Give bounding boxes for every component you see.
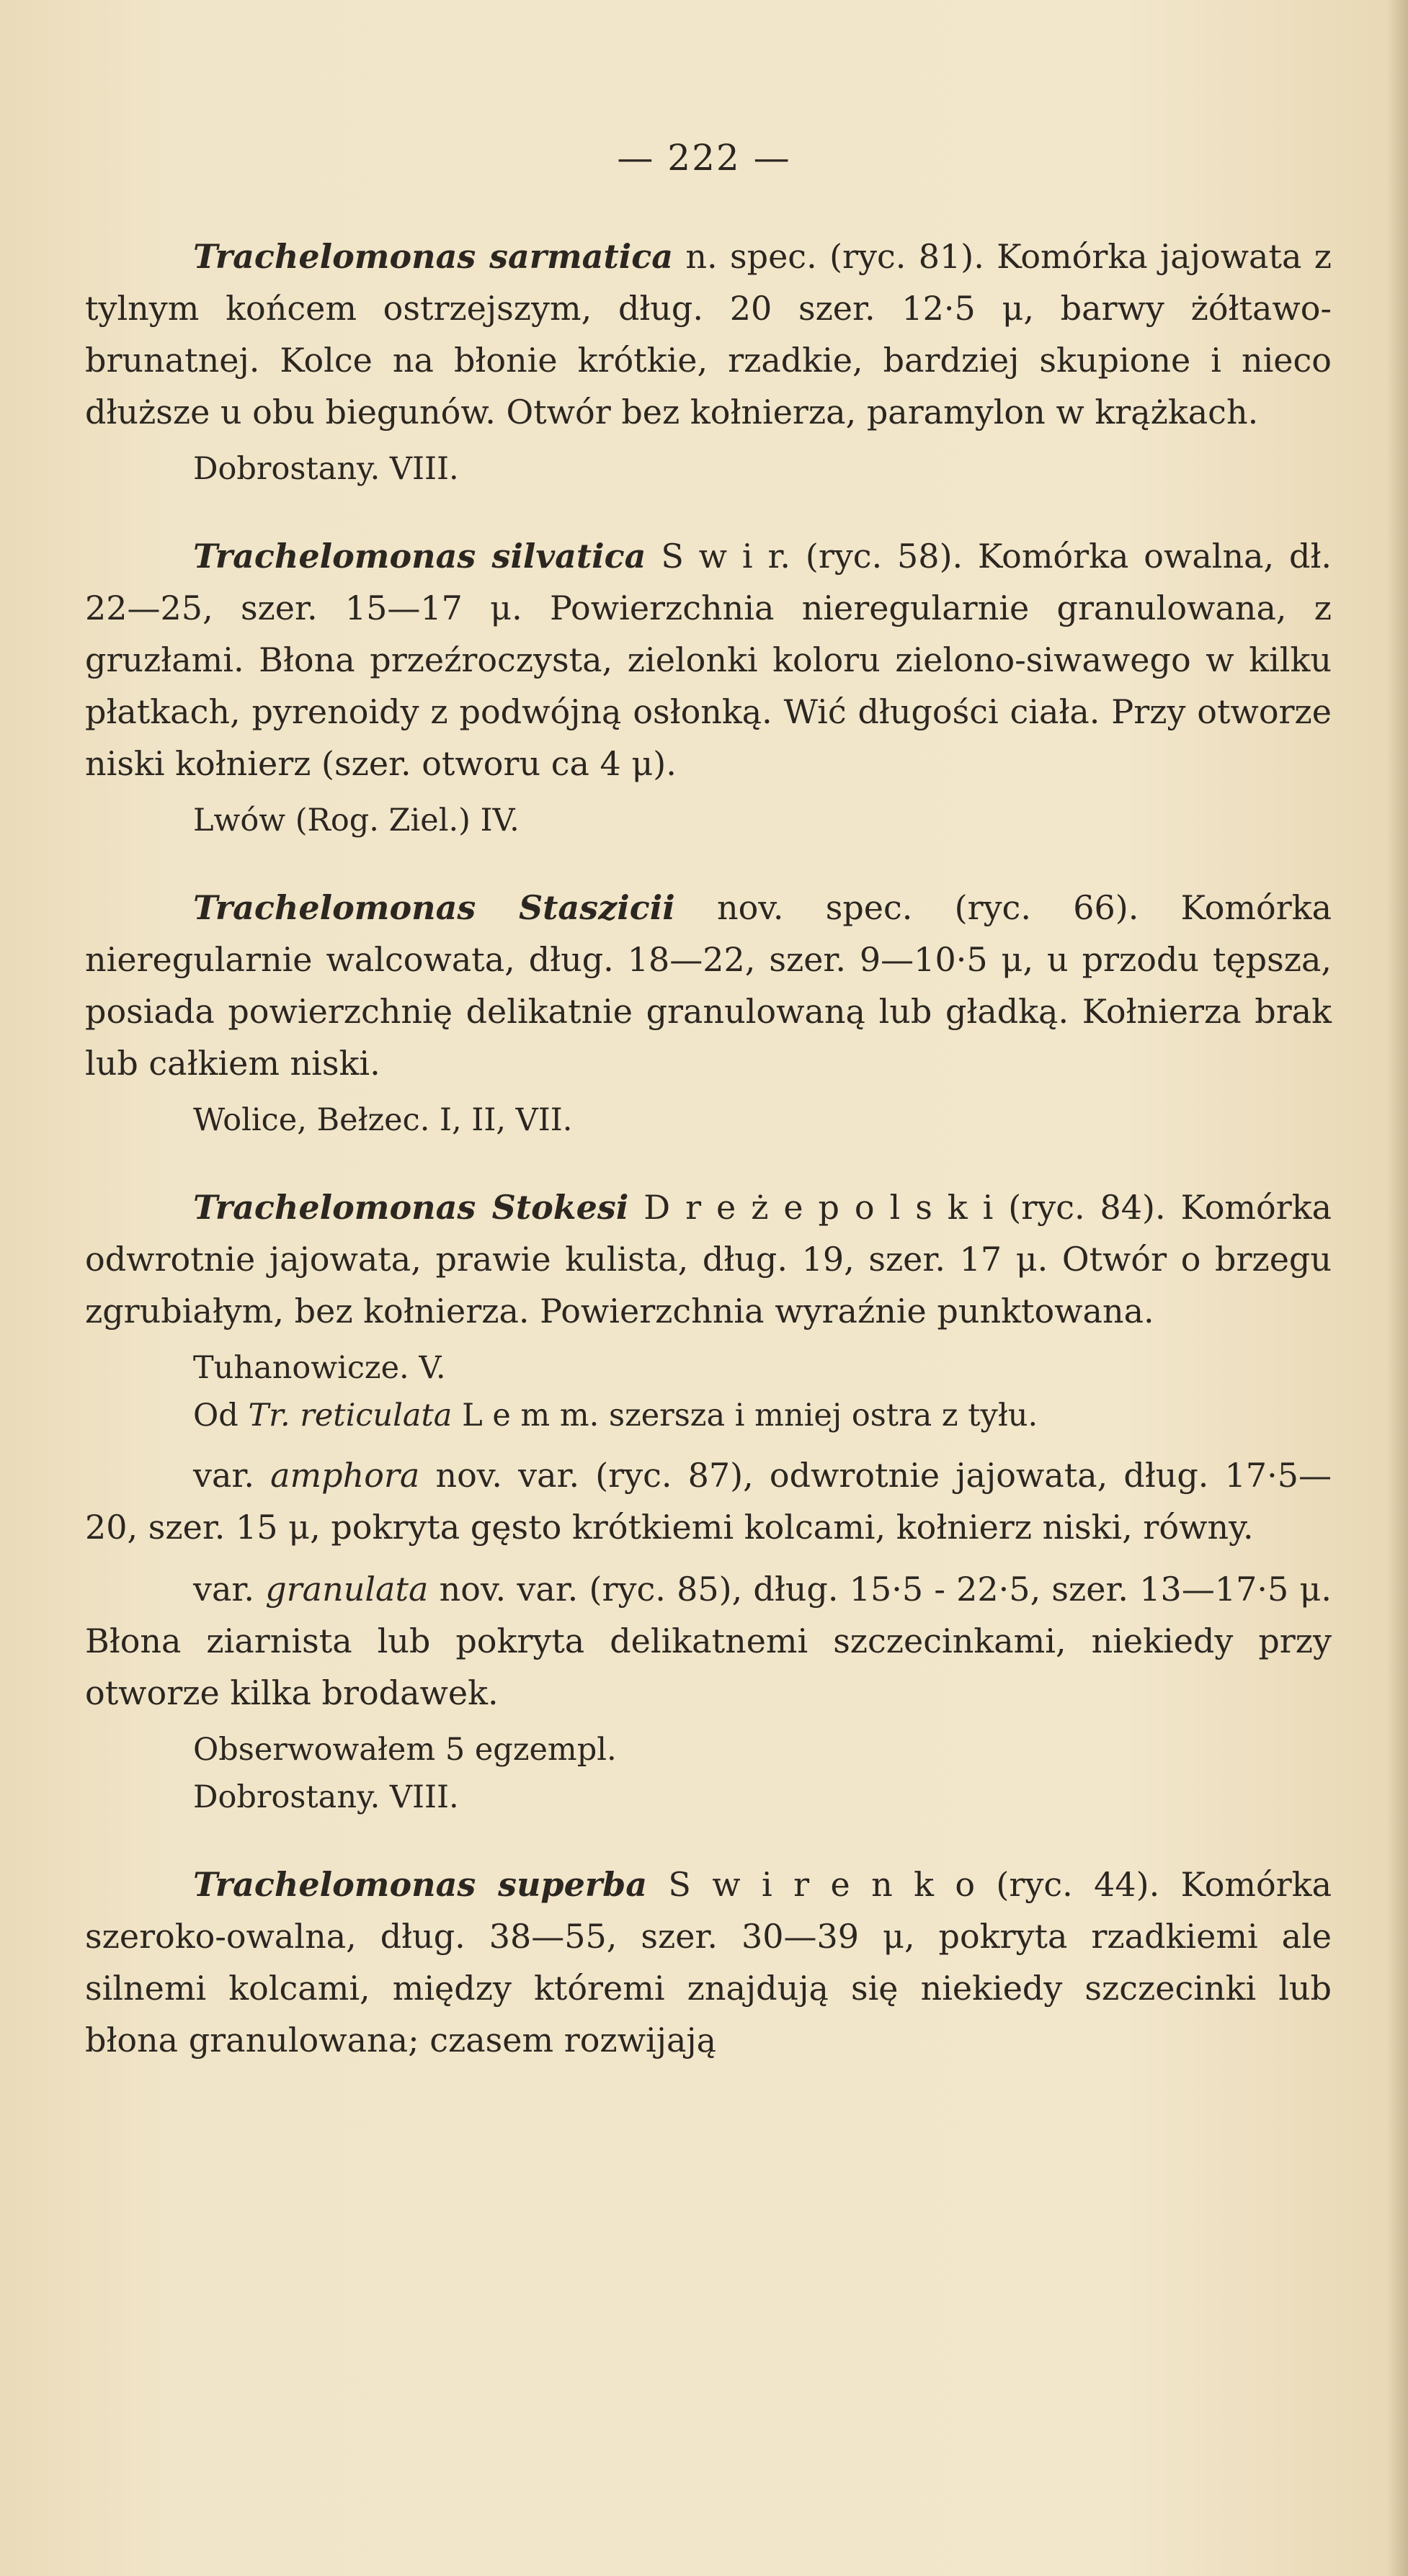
entry-paragraph: [85, 231, 1332, 438]
entry-text: (ryc. 44). Komórka szeroko-owalna, dług. 38—55, szer. 30—39 μ, pokryta rzadkiemi ale silnemi kolcami, między któremi znajdują się niekiedy szczecinki lub błona granulowana; czasem rozwijają: [85, 1865, 1332, 2060]
entry-sarmatica: [85, 231, 1332, 493]
variety-prefix: var.: [193, 1456, 271, 1495]
comparison-note: [85, 1392, 1332, 1439]
species-name: Trachelomonas superba: [193, 1865, 648, 1904]
entry-text: n. spec. (ryc. 81). Komórka jajowata z tylnym końcem ostrzejszym, dług. 20 szer. 12·5 μ, barwy żółtawo-brunatnej. Kolce na błonie krótkie, rzadkie, bardziej skupione i nieco dłuższe u obu biegunów. Otwór bez kołnierza, paramylon w krążkach.: [85, 237, 1332, 431]
note-reference: Tr. reticulata: [248, 1397, 453, 1434]
locality: Dobrostany. VIII.: [193, 451, 459, 487]
variety-text: nov. var. (ryc. 87), odwrotnie jajowata, dług. 17·5—20, szer. 15 μ, pokryta gęsto krótkiemi kolcami, kołnierz niski, równy.: [85, 1456, 1332, 1547]
author-name: D r e ż e p o l s k i: [628, 1188, 994, 1227]
locality: Tuhanowicze. V.: [193, 1350, 446, 1386]
entry-paragraph: [85, 1859, 1332, 2066]
variety-prefix: var.: [193, 1570, 266, 1609]
variety-name: granulata: [265, 1570, 429, 1609]
species-name: Trachelomonas Stokesi: [193, 1188, 629, 1227]
note-post: szersza i mniej ostra z tyłu.: [599, 1397, 1038, 1434]
entry-paragraph: [85, 882, 1332, 1089]
observation-note: Obserwowałem 5 egzempl.: [193, 1732, 617, 1768]
entry-silvatica: [85, 530, 1332, 844]
variety-paragraph: [85, 1449, 1332, 1553]
species-name: Trachelomonas sarmatica: [193, 237, 674, 276]
entry-paragraph: [85, 530, 1332, 790]
page-content: [85, 231, 1332, 2103]
note-pre: Od: [193, 1397, 249, 1434]
author-name: S w i r.: [646, 537, 791, 576]
note-author: L e m m.: [452, 1397, 600, 1434]
entry-stokesi: [85, 1181, 1332, 1821]
page-edge-shadow: [1386, 0, 1408, 2576]
variety-paragraph: [85, 1563, 1332, 1719]
entry-paragraph: [85, 1181, 1332, 1337]
entry-text: (ryc. 84). Komórka odwrotnie jajowata, prawie kulista, dług. 19, szer. 17 μ. Otwór o brzegu zgrubiałym, bez kołnierza. Powierzchnia wyraźnie punktowana.: [85, 1188, 1332, 1331]
variety-text: nov. var. (ryc. 85), dług. 15·5 - 22·5, szer. 13—17·5 μ. Błona ziarnista lub pokryta delikatnemi szczecinkami, niekiedy przy otworze kilka brodawek.: [85, 1570, 1332, 1712]
entry-staszicii: [85, 882, 1332, 1144]
locality: Lwów (Rog. Ziel.) IV.: [193, 802, 520, 838]
entry-text: nov. spec. (ryc. 66). Komórka nieregularnie walcowata, dług. 18—22, szer. 9—10·5 μ, u przodu tępsza, posiada powierzchnię delikatnie granulowaną lub gładką. Kołnierza brak lub całkiem niski.: [85, 888, 1332, 1083]
author-name: S w i r e n k o: [647, 1865, 976, 1904]
species-name: Trachelomonas Staszicii: [193, 888, 675, 927]
page-number: — 222 —: [617, 137, 791, 179]
species-name: Trachelomonas silvatica: [193, 537, 646, 576]
entry-superba: [85, 1859, 1332, 2066]
entry-text: (ryc. 58). Komórka owalna, dł. 22—25, szer. 15—17 μ. Powierzchnia nieregularnie granulowana, z gruzłami. Błona przeźroczysta, zielonki koloru zielono-siwawego w kilku płatkach, pyrenoidy z podwójną osłonką. Wić długości ciała. Przy otworze niski kołnierz (szer. otworu ca 4 μ).: [85, 537, 1332, 783]
locality: Wolice, Bełzec. I, II, VII.: [193, 1102, 573, 1138]
locality: Dobrostany. VIII.: [193, 1779, 459, 1815]
variety-name: amphora: [270, 1456, 420, 1495]
